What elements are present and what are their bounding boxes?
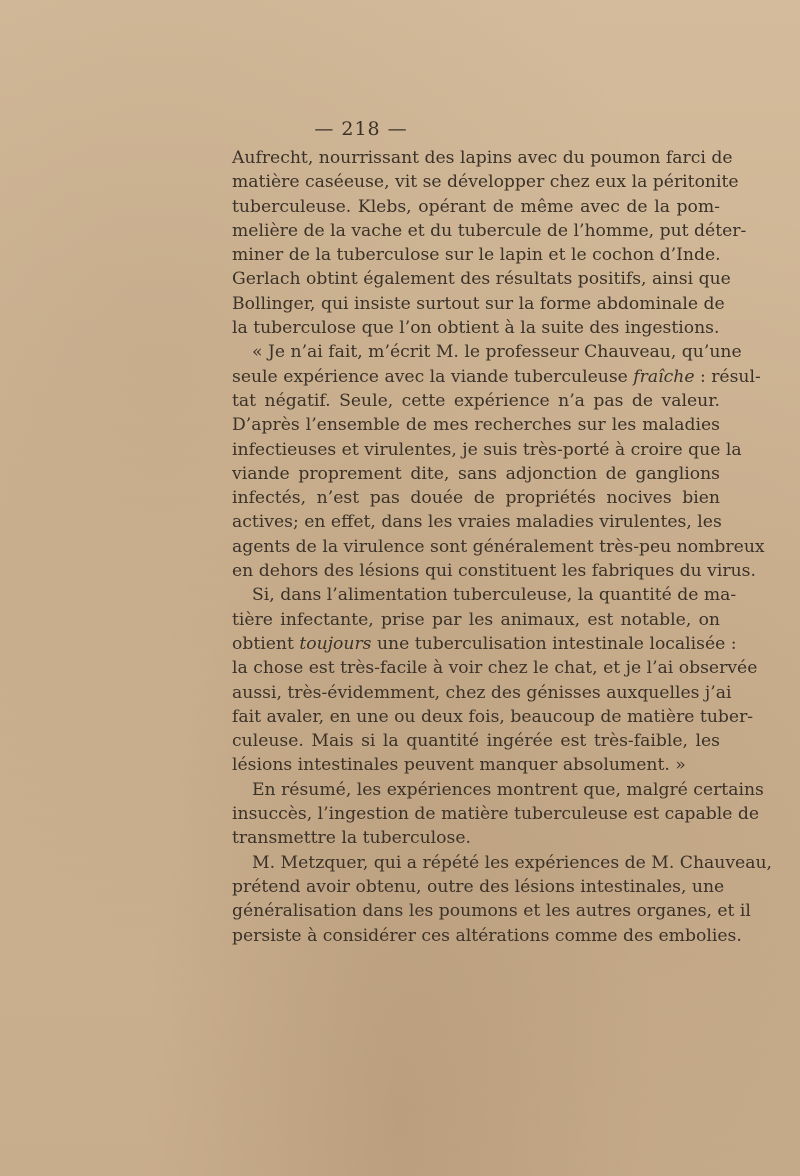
text-segment: : résul- <box>694 366 761 387</box>
page-number: — 218 — <box>314 118 408 140</box>
text-line: lésions intestinales peuvent manquer absolument. » <box>232 755 686 776</box>
text-line: melière de la vache et du tubercule de l’homme, put déter- <box>232 220 747 241</box>
text-line: insuccès, l’ingestion de matière tuberculeuse est capable de <box>232 804 760 825</box>
text-line: Bollinger, qui insiste surtout sur la forme abdominale de <box>232 293 725 314</box>
text-line: infectés, n’est pas douée de propriétés nocives bien <box>232 488 720 509</box>
text-line: agents de la virulence sont généralement très-peu nombreux <box>232 536 765 557</box>
text-segment: une tuberculisation intestinale localisée : <box>371 633 737 654</box>
text-line: en dehors des lésions qui constituent les fabriques du virus. <box>232 561 756 582</box>
italic-text: toujours <box>299 633 372 654</box>
text-line: prétend avoir obtenu, outre des lésions intestinales, une <box>232 876 725 897</box>
text-line: infectieuses et virulentes, je suis très-porté à croire que la <box>232 439 742 460</box>
text-line: la tuberculose que l’on obtient à la suite des ingestions. <box>232 318 720 339</box>
text-segment: seule expérience avec la viande tuberculeuse <box>232 366 634 387</box>
text-line: transmettre la tuberculose. <box>232 828 471 849</box>
text-line: Aufrecht, nourrissant des lapins avec du poumon farci de <box>232 148 733 168</box>
body-text <box>232 146 772 948</box>
text-line: D’après l’ensemble de mes recherches sur les maladies <box>232 415 720 436</box>
text-line: En résumé, les expériences montrent que, malgré certains <box>252 779 764 800</box>
text-segment: obtient <box>232 633 300 654</box>
text-line: généralisation dans les poumons et les autres organes, et il <box>232 901 751 922</box>
text-line <box>232 365 761 389</box>
text-line: tière infectante, prise par les animaux, est notable, on <box>232 609 720 630</box>
text-line: viande proprement dite, sans adjonction de ganglions <box>232 463 720 484</box>
text-line: miner de la tuberculose sur le lapin et le cochon d’Inde. <box>232 245 721 266</box>
text-line: la chose est très-facile à voir chez le chat, et je l’ai observée <box>232 658 758 679</box>
text-line: matière caséeuse, vit se développer chez eux la péritonite <box>232 172 739 193</box>
text-line: M. Metzquer, qui a répété les expériences de M. Chauveau, <box>252 852 772 873</box>
text-line: Gerlach obtint également des résultats positifs, ainsi que <box>232 269 731 290</box>
text-line: persiste à considérer ces altérations comme des embolies. <box>232 925 742 946</box>
italic-text: fraîche <box>633 366 695 387</box>
text-line: fait avaler, en une ou deux fois, beaucoup de matière tuber- <box>232 706 754 727</box>
text-line: Si, dans l’alimentation tuberculeuse, la quantité de ma- <box>252 585 737 606</box>
text-line: actives; en effet, dans les vraies maladies virulentes, les <box>232 512 722 533</box>
text-line: aussi, très-évidemment, chez des génisses auxquelles j’ai <box>232 682 732 703</box>
text-line: « Je n’ai fait, m’écrit M. le professeur Chauveau, qu’une <box>252 342 742 363</box>
text-line: tat négatif. Seule, cette expérience n’a pas de valeur. <box>232 390 720 411</box>
text-line <box>232 632 737 656</box>
text-line: culeuse. Mais si la quantité ingérée est très-faible, les <box>232 731 720 752</box>
text-line: tuberculeuse. Klebs, opérant de même avec de la pom- <box>232 196 720 217</box>
